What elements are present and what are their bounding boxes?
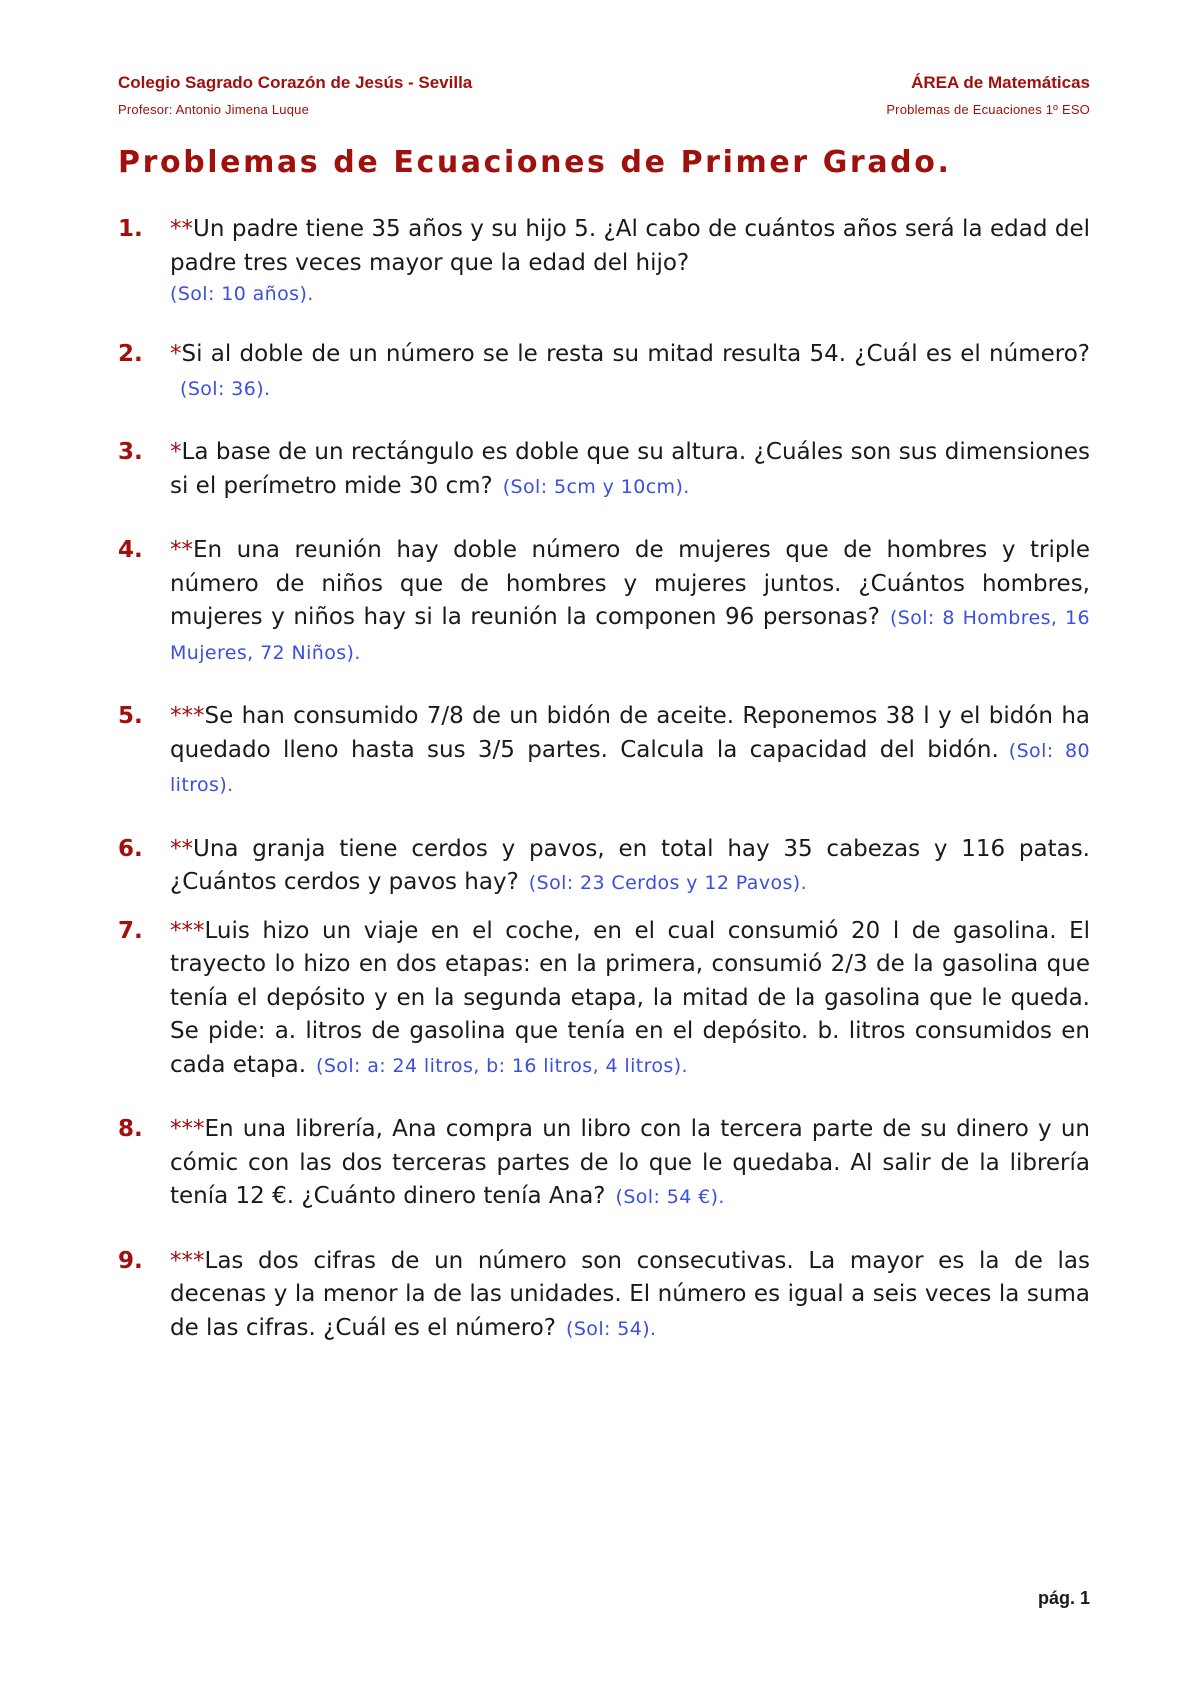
solution-text: (Sol: 23 Cerdos y 12 Pavos). (528, 872, 808, 894)
problem-text: En una librería, Ana compra un libro con la tercera parte de su dinero y un cómic con las dos terceras partes de lo que le quedaba. Al salir de la librería tenía 12 €. ¿Cuánto dinero tenía Ana? (170, 1116, 1090, 1209)
problem-number: 7. (118, 917, 143, 944)
problem-text: Un padre tiene 35 años y su hijo 5. ¿Al cabo de cuántos años será la edad del padre tres veces mayor que la edad del hijo? (170, 216, 1090, 276)
difficulty-stars: *** (170, 1247, 205, 1274)
teacher-name: Profesor: Antonio Jimena Luque (118, 102, 310, 117)
problem-number: 5. (118, 703, 143, 729)
problem-item (118, 534, 1090, 670)
problem-number: 6. (118, 835, 143, 862)
difficulty-stars: *** (170, 1116, 205, 1142)
problem-item (118, 700, 1090, 803)
problem-text: Las dos cifras de un número son consecutivas. La mayor es la de las decenas y la menor la de las unidades. El número es igual a seis veces la suma de las cifras. ¿Cuál es el número? (170, 1247, 1090, 1341)
page-title: Problemas de Ecuaciones de Primer Grado. (118, 145, 952, 180)
solution-text: (Sol: 54 €). (615, 1186, 725, 1208)
problem-number: 8. (118, 1116, 143, 1142)
school-name: Colegio Sagrado Corazón de Jesús - Sevilla (118, 73, 473, 92)
problem-text: Si al doble de un número se le resta su mitad resulta 54. ¿Cuál es el número? (181, 341, 1090, 367)
solution-text: (Sol: 80 litros). (170, 739, 1090, 796)
solution-text: (Sol: 8 Hombres, 16 Mujeres, 72 Niños). (170, 607, 1090, 664)
difficulty-stars: *** (170, 703, 205, 729)
header-top-row (118, 73, 1090, 93)
problem-item (118, 436, 1090, 504)
problem-text: En una reunión hay doble número de mujeres que de hombres y triple número de niños que de hombres y mujeres juntos. ¿Cuántos hombres, mujeres y niños hay si la reunión la componen 96 personas? (170, 537, 1090, 630)
problem-text: La base de un rectángulo es doble que su altura. ¿Cuáles son sus dimensiones si el perímetro mide 30 cm? (170, 439, 1090, 499)
header-sub-row (118, 102, 1090, 117)
problem-item (118, 1113, 1090, 1215)
problem-item (118, 213, 1090, 308)
problem-number: 1. (118, 216, 143, 242)
problem-text: Luis hizo un viaje en el coche, en el cual consumió 20 l de gasolina. El trayecto lo hizo en dos etapas: en la primera, consumió 2/3 de la gasolina que tenía el depósito y en la segunda etapa, la mitad de la gasolina que le queda. Se pide: a. litros de gasolina que tenía en el depósito. b. litros consumidos en cada etapa. (170, 917, 1090, 1078)
difficulty-stars: ** (170, 835, 193, 862)
problem-text: Se han consumido 7/8 de un bidón de aceite. Reponemos 38 l y el bidón ha quedado lleno hasta sus 3/5 partes. Calcula la capacidad del bidón. (170, 703, 1090, 763)
difficulty-stars: ** (170, 216, 193, 242)
problem-list (118, 213, 1090, 1376)
problem-text: Una granja tiene cerdos y pavos, en total hay 35 cabezas y 116 patas. ¿Cuántos cerdos y pavos hay? (170, 835, 1090, 895)
solution-text: (Sol: 10 años). (170, 283, 314, 305)
document-subject: Problemas de Ecuaciones 1º ESO (886, 102, 1090, 117)
solution-text: (Sol: 5cm y 10cm). (502, 475, 690, 498)
difficulty-stars: *** (170, 917, 205, 944)
page-number: pág. 1 (1037, 1588, 1090, 1608)
problem-number: 3. (118, 439, 143, 465)
solution-text: (Sol: 36). (180, 377, 271, 400)
problem-number: 2. (118, 341, 143, 367)
problem-number: 4. (118, 537, 143, 563)
solution-text: (Sol: a: 24 litros, b: 16 litros, 4 litros). (316, 1054, 688, 1077)
subject-area: ÁREA de Matemáticas (911, 73, 1090, 92)
problem-item (118, 338, 1090, 406)
problem-item (118, 1245, 1090, 1347)
difficulty-stars: * (170, 439, 182, 465)
difficulty-stars: * (170, 341, 182, 367)
problem-number: 9. (118, 1247, 143, 1274)
solution-text: (Sol: 54). (566, 1317, 657, 1340)
problem-item (118, 833, 1090, 901)
difficulty-stars: ** (170, 537, 193, 563)
problem-item (118, 915, 1090, 1084)
